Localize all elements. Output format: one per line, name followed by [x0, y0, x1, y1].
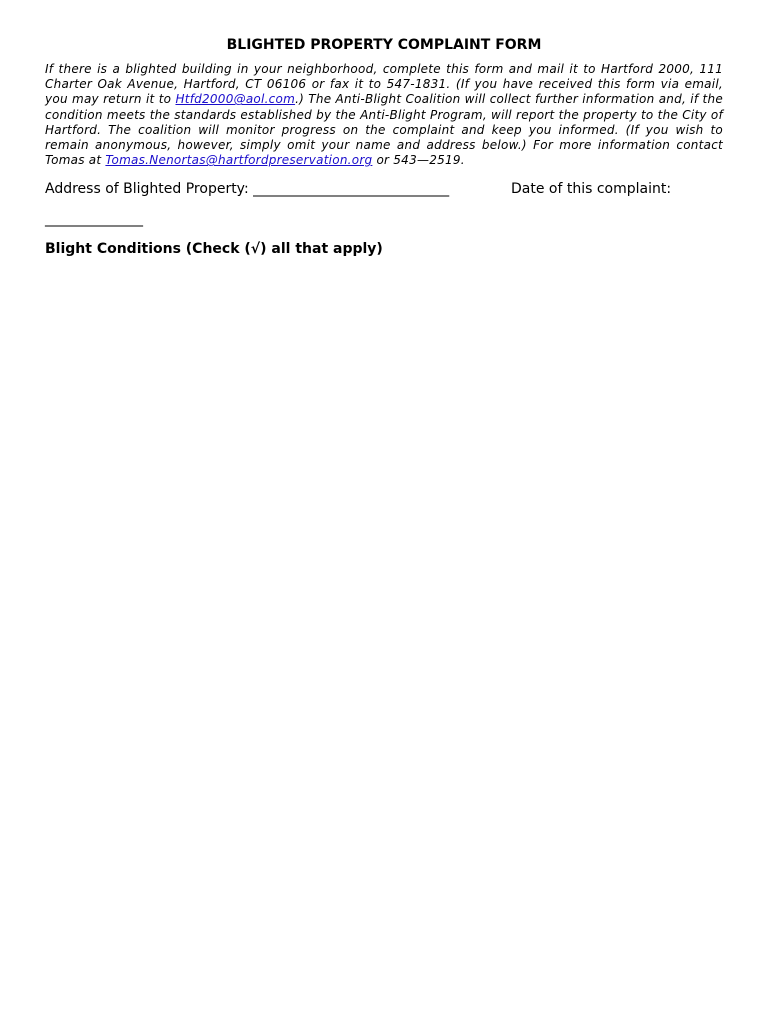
address-field[interactable]: Address of Blighted Property: ____________________________ [45, 181, 450, 198]
email-link-hartford2000[interactable]: Htfd2000@aol.com [175, 92, 296, 107]
date-label: Date of this complaint: [511, 181, 672, 198]
complaint-form-page [45, 36, 723, 258]
form-title: BLIGHTED PROPERTY COMPLAINT FORM [226, 37, 542, 53]
blight-conditions-heading: Blight Conditions (Check (√) all that apply) [45, 241, 383, 258]
intro-text-part-1: If there is a blighted building in your neighborhood, complete this form and mail it to Hartford 2000, 111 Charter Oak Avenue, Hartford, CT 06106 or fax it to 547-1831. (If you have received this form via email, you may return it to [45, 62, 723, 107]
email-link-tomas[interactable]: Tomas.Nenortas@hartfordpreservation.org [105, 153, 373, 168]
address-date-row [45, 180, 723, 198]
date-field[interactable]: ______________ [45, 211, 143, 228]
intro-text-part-3: or 543—2519. [372, 153, 465, 168]
intro-text-part-2: .) The Anti-Blight Coalition will collect further information and, if the condition meets the standards established by the Anti-Blight Program, will report the property to the City of Hartford. The coalition will monitor progress on the complaint and keep you informed. (If you wish to remain anonymous, however, simply omit your name and address below.) For more information contact Tomas at [45, 92, 723, 168]
intro-paragraph [45, 62, 723, 168]
